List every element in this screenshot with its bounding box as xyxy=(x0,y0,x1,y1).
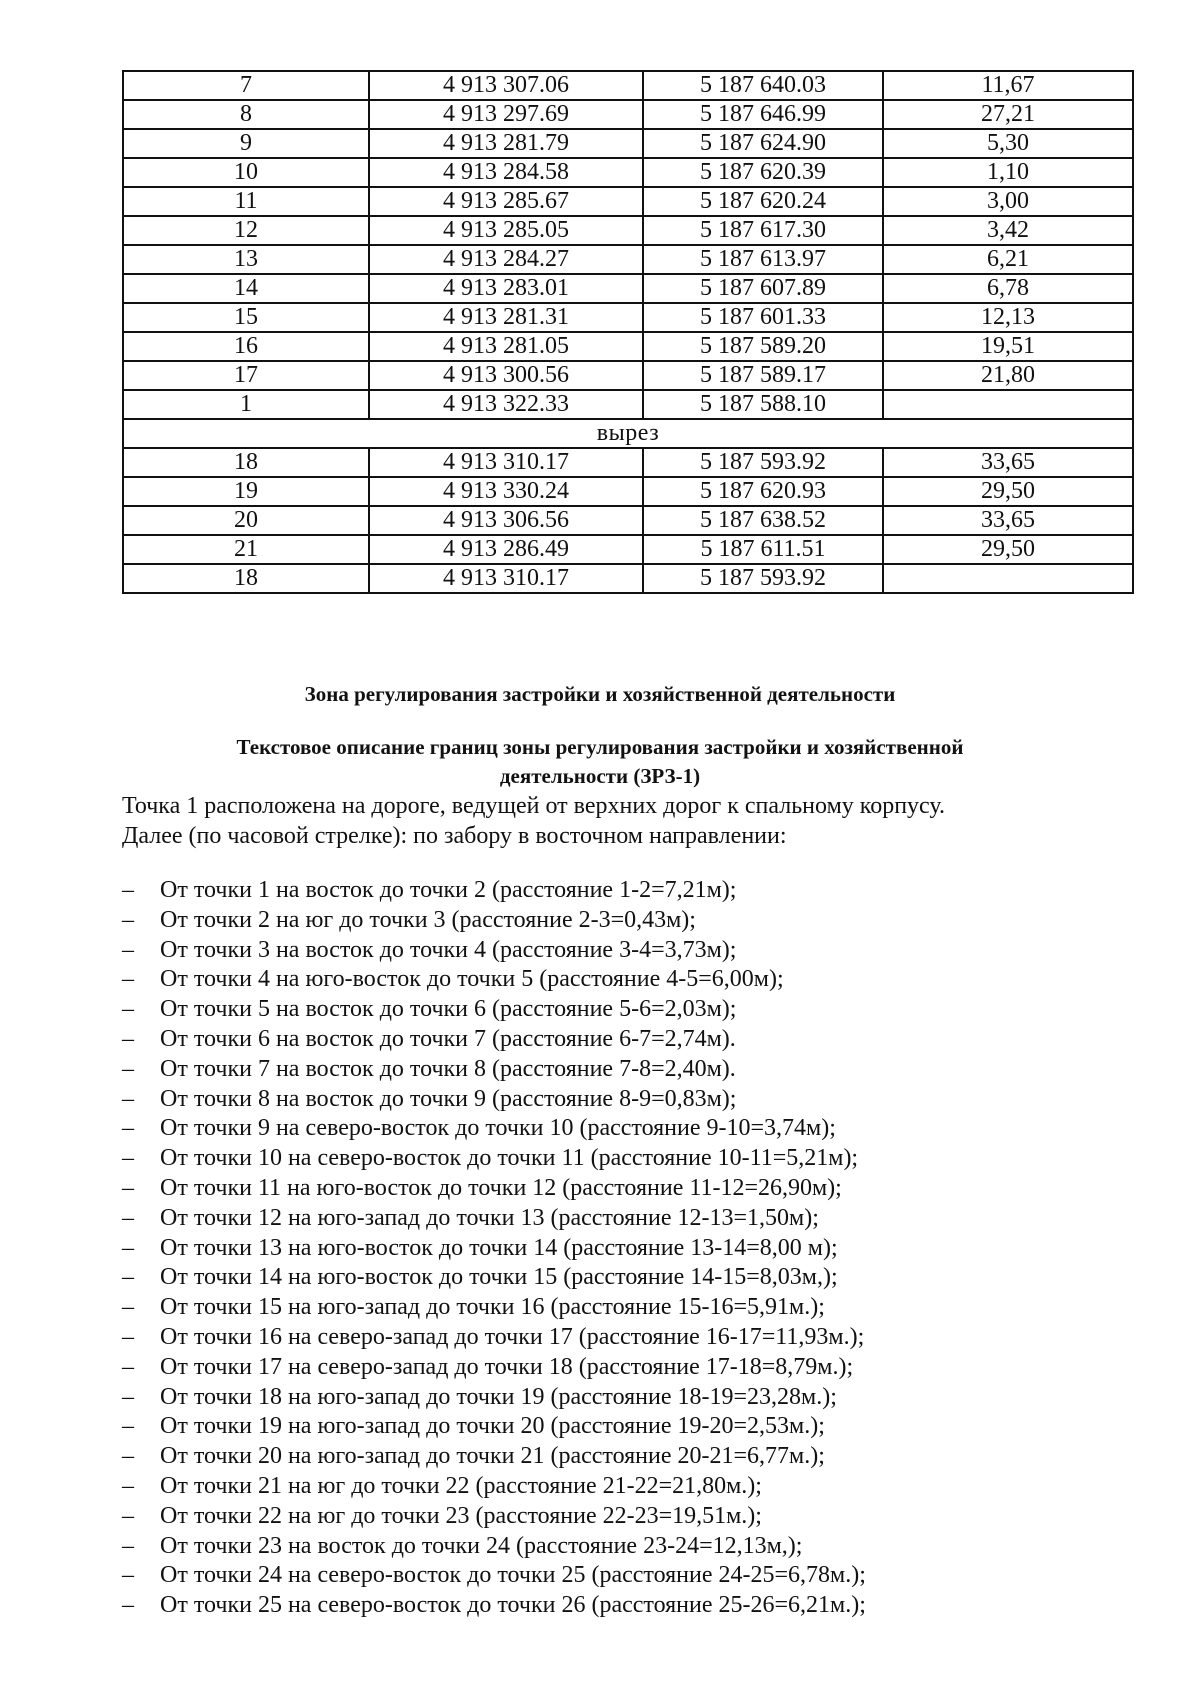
list-item: – От точки 5 на восток до точки 6 (расстояние 5-6=2,03м); xyxy=(122,995,1122,1025)
list-item: – От точки 12 на юго-запад до точки 13 (расстояние 12-13=1,50м); xyxy=(122,1204,1122,1234)
intro-line-2: Далее (по часовой стрелке): по забору в восточном направлении: xyxy=(122,823,787,849)
point-number-cell: 19 xyxy=(123,477,369,506)
y-coordinate-cell: 5 187 593.92 xyxy=(643,448,883,477)
list-item: – От точки 10 на северо-восток до точки 11 (расстояние 10-11=5,21м); xyxy=(122,1144,1122,1174)
coordinates-table xyxy=(122,70,1134,594)
x-coordinate-cell: 4 913 285.67 xyxy=(369,187,643,216)
x-coordinate-cell: 4 913 286.49 xyxy=(369,535,643,564)
list-item: – От точки 20 на юго-запад до точки 21 (расстояние 20-21=6,77м.); xyxy=(122,1442,1122,1472)
list-item: – От точки 17 на северо-запад до точки 18 (расстояние 17-18=8,79м.); xyxy=(122,1353,1122,1383)
distance-cell: 21,80 xyxy=(883,361,1133,390)
boundary-steps-list xyxy=(122,876,1122,1621)
table-row xyxy=(123,506,1133,535)
distance-cell: 27,21 xyxy=(883,100,1133,129)
separator-row xyxy=(123,419,1133,448)
point-number-cell: 8 xyxy=(123,100,369,129)
table-row xyxy=(123,158,1133,187)
list-item: – От точки 9 на северо-восток до точки 10 (расстояние 9-10=3,74м); xyxy=(122,1114,1122,1144)
y-coordinate-cell: 5 187 589.17 xyxy=(643,361,883,390)
distance-cell: 19,51 xyxy=(883,332,1133,361)
point-number-cell: 17 xyxy=(123,361,369,390)
table-row xyxy=(123,564,1133,593)
list-item: – От точки 18 на юго-запад до точки 19 (расстояние 18-19=23,28м.); xyxy=(122,1383,1122,1413)
x-coordinate-cell: 4 913 284.58 xyxy=(369,158,643,187)
y-coordinate-cell: 5 187 607.89 xyxy=(643,274,883,303)
distance-cell: 6,78 xyxy=(883,274,1133,303)
list-item: – От точки 4 на юго-восток до точки 5 (расстояние 4-5=6,00м); xyxy=(122,965,1122,995)
list-item: – От точки 19 на юго-запад до точки 20 (расстояние 19-20=2,53м.); xyxy=(122,1412,1122,1442)
x-coordinate-cell: 4 913 281.79 xyxy=(369,129,643,158)
distance-cell: 12,13 xyxy=(883,303,1133,332)
table-row xyxy=(123,303,1133,332)
table-row xyxy=(123,274,1133,303)
list-item: – От точки 2 на юг до точки 3 (расстояние 2-3=0,43м); xyxy=(122,906,1122,936)
y-coordinate-cell: 5 187 617.30 xyxy=(643,216,883,245)
table-row xyxy=(123,390,1133,419)
list-item: – От точки 14 на юго-восток до точки 15 (расстояние 14-15=8,03м,); xyxy=(122,1263,1122,1293)
table-row xyxy=(123,216,1133,245)
coordinates-table-body xyxy=(123,71,1133,593)
y-coordinate-cell: 5 187 589.20 xyxy=(643,332,883,361)
list-item: – От точки 1 на восток до точки 2 (расстояние 1-2=7,21м); xyxy=(122,876,1122,906)
distance-cell: 29,50 xyxy=(883,477,1133,506)
description-heading xyxy=(0,733,1200,791)
x-coordinate-cell: 4 913 310.17 xyxy=(369,448,643,477)
point-number-cell: 10 xyxy=(123,158,369,187)
y-coordinate-cell: 5 187 620.93 xyxy=(643,477,883,506)
y-coordinate-cell: 5 187 646.99 xyxy=(643,100,883,129)
distance-cell: 3,00 xyxy=(883,187,1133,216)
y-coordinate-cell: 5 187 613.97 xyxy=(643,245,883,274)
list-item: – От точки 21 на юг до точки 22 (расстояние 21-22=21,80м.); xyxy=(122,1472,1122,1502)
list-item: – От точки 3 на восток до точки 4 (расстояние 3-4=3,73м); xyxy=(122,936,1122,966)
x-coordinate-cell: 4 913 283.01 xyxy=(369,274,643,303)
table-row xyxy=(123,332,1133,361)
table-row xyxy=(123,71,1133,100)
x-coordinate-cell: 4 913 300.56 xyxy=(369,361,643,390)
distance-cell xyxy=(883,390,1133,419)
intro-line-1: Точка 1 расположена на дороге, ведущей от верхних дорог к спальному корпусу. xyxy=(122,793,945,819)
point-number-cell: 18 xyxy=(123,564,369,593)
x-coordinate-cell: 4 913 307.06 xyxy=(369,71,643,100)
distance-cell: 33,65 xyxy=(883,448,1133,477)
point-number-cell: 15 xyxy=(123,303,369,332)
zone-heading: Зона регулирования застройки и хозяйственной деятельности xyxy=(304,682,896,706)
list-item: – От точки 11 на юго-восток до точки 12 (расстояние 11-12=26,90м); xyxy=(122,1174,1122,1204)
list-item: – От точки 15 на юго-запад до точки 16 (расстояние 15-16=5,91м.); xyxy=(122,1293,1122,1323)
y-coordinate-cell: 5 187 593.92 xyxy=(643,564,883,593)
point-number-cell: 7 xyxy=(123,71,369,100)
y-coordinate-cell: 5 187 611.51 xyxy=(643,535,883,564)
y-coordinate-cell: 5 187 620.39 xyxy=(643,158,883,187)
list-item: – От точки 13 на юго-восток до точки 14 (расстояние 13-14=8,00 м); xyxy=(122,1234,1122,1264)
list-item: – От точки 7 на восток до точки 8 (расстояние 7-8=2,40м). xyxy=(122,1055,1122,1085)
x-coordinate-cell: 4 913 322.33 xyxy=(369,390,643,419)
table-row xyxy=(123,535,1133,564)
point-number-cell: 13 xyxy=(123,245,369,274)
x-coordinate-cell: 4 913 330.24 xyxy=(369,477,643,506)
y-coordinate-cell: 5 187 588.10 xyxy=(643,390,883,419)
point-number-cell: 1 xyxy=(123,390,369,419)
table-row xyxy=(123,129,1133,158)
x-coordinate-cell: 4 913 285.05 xyxy=(369,216,643,245)
point-number-cell: 20 xyxy=(123,506,369,535)
point-number-cell: 9 xyxy=(123,129,369,158)
x-coordinate-cell: 4 913 281.05 xyxy=(369,332,643,361)
distance-cell: 1,10 xyxy=(883,158,1133,187)
distance-cell: 5,30 xyxy=(883,129,1133,158)
table-row xyxy=(123,448,1133,477)
y-coordinate-cell: 5 187 640.03 xyxy=(643,71,883,100)
table-row xyxy=(123,477,1133,506)
y-coordinate-cell: 5 187 601.33 xyxy=(643,303,883,332)
x-coordinate-cell: 4 913 284.27 xyxy=(369,245,643,274)
table-row xyxy=(123,361,1133,390)
list-item: – От точки 6 на восток до точки 7 (расстояние 6-7=2,74м). xyxy=(122,1025,1122,1055)
list-item: – От точки 24 на северо-восток до точки 25 (расстояние 24-25=6,78м.); xyxy=(122,1561,1122,1591)
distance-cell: 29,50 xyxy=(883,535,1133,564)
list-item: – От точки 25 на северо-восток до точки 26 (расстояние 25-26=6,21м.); xyxy=(122,1591,1122,1621)
list-item: – От точки 8 на восток до точки 9 (расстояние 8-9=0,83м); xyxy=(122,1085,1122,1115)
intro-text xyxy=(122,791,1122,851)
distance-cell xyxy=(883,564,1133,593)
point-number-cell: 16 xyxy=(123,332,369,361)
list-item: – От точки 23 на восток до точки 24 (расстояние 23-24=12,13м,); xyxy=(122,1532,1122,1562)
x-coordinate-cell: 4 913 310.17 xyxy=(369,564,643,593)
description-heading-line-2: деятельности (ЗРЗ-1) xyxy=(499,764,701,788)
list-item: – От точки 22 на юг до точки 23 (расстояние 22-23=19,51м.); xyxy=(122,1502,1122,1532)
table-row xyxy=(123,100,1133,129)
y-coordinate-cell: 5 187 620.24 xyxy=(643,187,883,216)
distance-cell: 6,21 xyxy=(883,245,1133,274)
point-number-cell: 21 xyxy=(123,535,369,564)
x-coordinate-cell: 4 913 306.56 xyxy=(369,506,643,535)
description-heading-line-1: Текстовое описание границ зоны регулирования застройки и хозяйственной xyxy=(236,735,964,759)
separator-cell: вырез xyxy=(123,419,1133,448)
table-row xyxy=(123,187,1133,216)
point-number-cell: 14 xyxy=(123,274,369,303)
table-row xyxy=(123,245,1133,274)
y-coordinate-cell: 5 187 638.52 xyxy=(643,506,883,535)
list-item: – От точки 16 на северо-запад до точки 17 (расстояние 16-17=11,93м.); xyxy=(122,1323,1122,1353)
distance-cell: 33,65 xyxy=(883,506,1133,535)
point-number-cell: 18 xyxy=(123,448,369,477)
x-coordinate-cell: 4 913 281.31 xyxy=(369,303,643,332)
distance-cell: 11,67 xyxy=(883,71,1133,100)
y-coordinate-cell: 5 187 624.90 xyxy=(643,129,883,158)
point-number-cell: 11 xyxy=(123,187,369,216)
x-coordinate-cell: 4 913 297.69 xyxy=(369,100,643,129)
distance-cell: 3,42 xyxy=(883,216,1133,245)
point-number-cell: 12 xyxy=(123,216,369,245)
